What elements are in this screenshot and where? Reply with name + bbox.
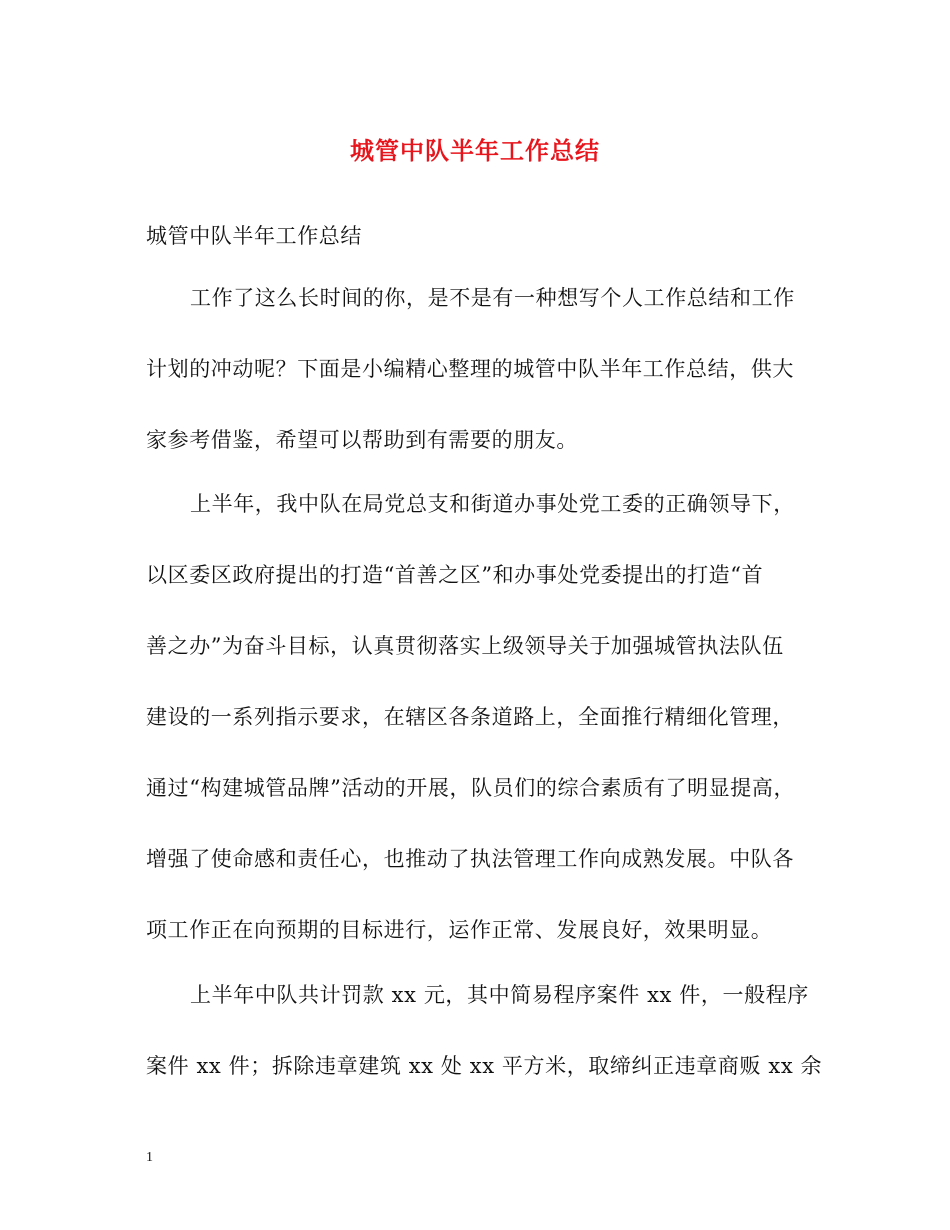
page-number: 1 (146, 1150, 153, 1165)
paragraph-line: 善之办”为奋斗目标，认真贯彻落实上级领导关于加强城管执法队伍 (146, 634, 784, 658)
paragraph-line: 工作了这么长时间的你，是不是有一种想写个人工作总结和工作 (190, 286, 795, 310)
paragraph-line: 案件 xx 件；拆除违章建筑 xx 处 xx 平方米，取缔纠正违章商贩 xx 余 (146, 1054, 823, 1078)
subtitle-line: 城管中队半年工作总结 (146, 224, 362, 248)
paragraph-line: 项工作正在向预期的目标进行，运作正常、发展良好，效果明显。 (146, 918, 773, 942)
paragraph-line: 建设的一系列指示要求，在辖区各条道路上，全面推行精细化管理， (146, 705, 794, 729)
paragraph-line: 家参考借鉴，希望可以帮助到有需要的朋友。 (146, 428, 578, 452)
document-title: 城管中队半年工作总结 (350, 136, 600, 165)
paragraph-line: 通过“构建城管品牌”活动的开展，队员们的综合素质有了明显提高， (146, 776, 796, 800)
paragraph-line: 上半年，我中队在局党总支和街道办事处党工委的正确领导下， (190, 492, 795, 516)
paragraph-line: 增强了使命感和责任心，也推动了执法管理工作向成熟发展。中队各 (146, 847, 794, 871)
paragraph-line: 以区委区政府提出的打造“首善之区”和办事处党委提出的打造“首 (146, 563, 764, 587)
paragraph-line: 上半年中队共计罚款 xx 元，其中简易程序案件 xx 件，一般程序 (190, 983, 809, 1007)
paragraph-line: 计划的冲动呢？下面是小编精心整理的城管中队半年工作总结，供大 (146, 357, 794, 381)
